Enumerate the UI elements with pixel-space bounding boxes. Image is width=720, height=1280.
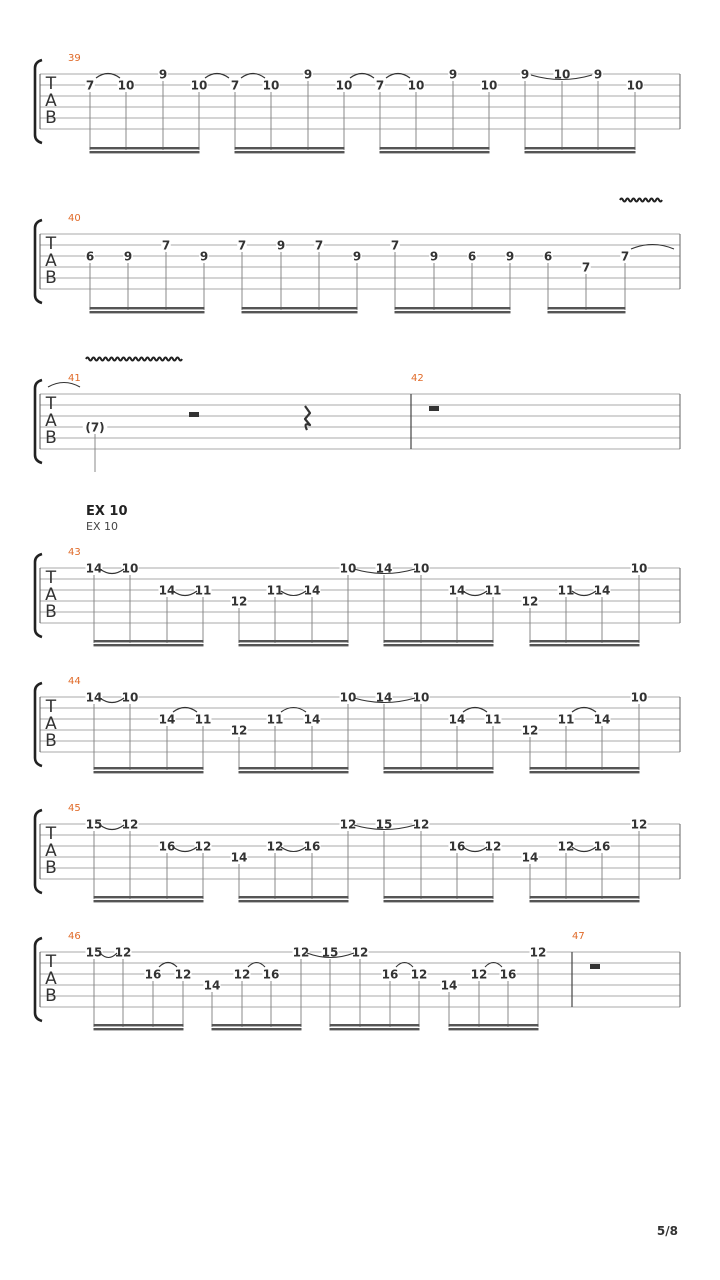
- tab-clef-b: B: [45, 108, 57, 128]
- beam: [90, 307, 205, 309]
- system-bracket: [35, 683, 42, 766]
- beam: [530, 640, 640, 642]
- fret-number: 12: [292, 945, 310, 960]
- fret-number: 12: [194, 839, 212, 854]
- tab-clef-t: T: [45, 394, 57, 414]
- fret-number: 14: [158, 712, 176, 727]
- tab-clef-t: T: [45, 74, 57, 94]
- beam: [90, 147, 200, 149]
- tab-system-2: [35, 199, 680, 314]
- fret-number: 12: [521, 723, 539, 738]
- beam: [94, 896, 204, 898]
- fret-number: 7: [85, 78, 95, 93]
- fret-number: 16: [303, 839, 321, 854]
- tab-clef-a: A: [45, 251, 57, 271]
- system-bracket: [35, 380, 42, 463]
- whole-rest: [590, 964, 600, 969]
- tie-slur: [100, 569, 124, 574]
- system-bracket: [35, 220, 42, 303]
- tab-system-1: [35, 53, 680, 153]
- fret-number: 10: [626, 78, 644, 93]
- fret-number: 7: [161, 238, 171, 253]
- fret-number: 9: [505, 249, 515, 264]
- measure-number: 39: [68, 53, 81, 64]
- fret-number: 10: [630, 561, 648, 576]
- fret-number: 14: [375, 561, 393, 576]
- fret-number: 11: [484, 583, 502, 598]
- beam: [94, 767, 204, 769]
- tab-system-4: [35, 547, 680, 646]
- fret-number: 6: [543, 249, 553, 264]
- fret-number: 10: [407, 78, 425, 93]
- fret-number: 12: [174, 967, 192, 982]
- measure-number: 40: [68, 213, 81, 224]
- beam: [548, 307, 626, 309]
- beam: [384, 640, 494, 642]
- beam-secondary: [548, 311, 626, 313]
- fret-number: 14: [593, 712, 611, 727]
- fret-number: 9: [429, 249, 439, 264]
- fret-number: 14: [85, 561, 103, 576]
- fret-number: 9: [123, 249, 133, 264]
- fret-number: 9: [448, 67, 458, 82]
- fret-number: 10: [339, 561, 357, 576]
- beam: [239, 640, 349, 642]
- fret-number: 12: [412, 817, 430, 832]
- beam-secondary: [384, 900, 494, 902]
- fret-number: 12: [233, 967, 251, 982]
- whole-rest: [429, 406, 439, 411]
- beam-secondary: [380, 151, 490, 153]
- tab-clef-b: B: [45, 858, 57, 878]
- fret-number: 6: [85, 249, 95, 264]
- tie-slur: [463, 591, 487, 596]
- fret-number: 16: [593, 839, 611, 854]
- system-bracket: [35, 938, 42, 1021]
- beam-secondary: [90, 151, 200, 153]
- beam: [330, 1024, 420, 1026]
- section-subtitle: EX 10: [86, 520, 118, 533]
- fret-number: 10: [121, 561, 139, 576]
- fret-number: 7: [375, 78, 385, 93]
- beam-secondary: [384, 644, 494, 646]
- measure-number: 47: [572, 931, 585, 942]
- fret-number: 9: [352, 249, 362, 264]
- beam-secondary: [395, 311, 511, 313]
- tab-clef-b: B: [45, 731, 57, 751]
- beam-secondary: [239, 644, 349, 646]
- fret-number: 16: [144, 967, 162, 982]
- system-bracket: [35, 60, 42, 143]
- beam: [395, 307, 511, 309]
- measure-number: 46: [68, 931, 81, 942]
- beam-secondary: [90, 311, 205, 313]
- fret-number: 10: [262, 78, 280, 93]
- tab-clef-a: A: [45, 585, 57, 605]
- fret-number: 11: [557, 583, 575, 598]
- beam-secondary: [530, 771, 640, 773]
- beam-secondary: [94, 771, 204, 773]
- tab-clef-b: B: [45, 602, 57, 622]
- tab-clef-a: A: [45, 714, 57, 734]
- tab-clef-t: T: [45, 568, 57, 588]
- fret-number: 12: [470, 967, 488, 982]
- fret-number: 14: [375, 690, 393, 705]
- fret-number: 11: [194, 583, 212, 598]
- fret-number: 15: [321, 945, 339, 960]
- fret-number: 9: [199, 249, 209, 264]
- fret-number: 11: [557, 712, 575, 727]
- fret-number: 10: [480, 78, 498, 93]
- tab-system-3: [35, 358, 680, 473]
- beam-secondary: [449, 1028, 539, 1030]
- fret-number: 10: [553, 67, 571, 82]
- vibrato-line: [620, 199, 662, 202]
- fret-number: 12: [484, 839, 502, 854]
- fret-number: 7: [620, 249, 630, 264]
- fret-number: 12: [529, 945, 547, 960]
- beam: [242, 307, 358, 309]
- fret-number: 15: [375, 817, 393, 832]
- beam: [384, 896, 494, 898]
- fret-number: 12: [339, 817, 357, 832]
- beam-secondary: [239, 900, 349, 902]
- beam: [239, 896, 349, 898]
- quarter-rest: [305, 406, 310, 430]
- tie-slur: [572, 847, 596, 852]
- beam-secondary: [330, 1028, 420, 1030]
- beam: [449, 1024, 539, 1026]
- tab-clef-a: A: [45, 91, 57, 111]
- fret-number: 9: [158, 67, 168, 82]
- beam: [525, 147, 636, 149]
- system-bracket: [35, 810, 42, 893]
- tab-clef-b: B: [45, 268, 57, 288]
- beam: [212, 1024, 302, 1026]
- tie-slur: [463, 847, 487, 852]
- beam-secondary: [94, 900, 204, 902]
- fret-number: 14: [203, 978, 221, 993]
- fret-number: 12: [230, 594, 248, 609]
- fret-number: 11: [194, 712, 212, 727]
- tab-clef-t: T: [45, 234, 57, 254]
- page-number: 5/8: [656, 1224, 678, 1238]
- fret-number: 14: [303, 583, 321, 598]
- fret-number: 14: [448, 712, 466, 727]
- fret-number: 14: [85, 690, 103, 705]
- tie-slur: [100, 698, 124, 703]
- tab-system-7: [35, 931, 680, 1030]
- half-rest: [189, 412, 199, 417]
- fret-number: 7: [314, 238, 324, 253]
- fret-number: 12: [266, 839, 284, 854]
- fret-number: 9: [593, 67, 603, 82]
- fret-number: 15: [85, 817, 103, 832]
- fret-number: 10: [630, 690, 648, 705]
- tab-clef-a: A: [45, 841, 57, 861]
- tab-system-6: [35, 803, 680, 902]
- fret-number: 14: [303, 712, 321, 727]
- fret-number: 12: [121, 817, 139, 832]
- fret-number: 10: [190, 78, 208, 93]
- fret-number: 12: [557, 839, 575, 854]
- beam-secondary: [212, 1028, 302, 1030]
- beam: [384, 767, 494, 769]
- fret-number: 12: [351, 945, 369, 960]
- fret-number: 12: [410, 967, 428, 982]
- fret-number: 14: [440, 978, 458, 993]
- fret-number: 14: [448, 583, 466, 598]
- measure-number: 42: [411, 373, 424, 384]
- fret-number: 10: [121, 690, 139, 705]
- fret-number: 12: [114, 945, 132, 960]
- fret-number: 16: [381, 967, 399, 982]
- beam: [94, 640, 204, 642]
- fret-number: 7: [237, 238, 247, 253]
- fret-number: 10: [412, 561, 430, 576]
- fret-number: 14: [593, 583, 611, 598]
- beam: [380, 147, 490, 149]
- beam-secondary: [530, 644, 640, 646]
- beam: [530, 767, 640, 769]
- tab-clef-a: A: [45, 969, 57, 989]
- fret-number: 14: [521, 850, 539, 865]
- tie-slur: [281, 847, 306, 852]
- vibrato-line: [86, 358, 182, 361]
- tie-slur: [100, 825, 124, 830]
- fret-number: 16: [448, 839, 466, 854]
- fret-number: 10: [339, 690, 357, 705]
- beam-secondary: [530, 900, 640, 902]
- fret-number: (7): [85, 420, 105, 435]
- tab-clef-b: B: [45, 428, 57, 448]
- fret-number: 11: [484, 712, 502, 727]
- tab-clef-b: B: [45, 986, 57, 1006]
- tie-slur: [173, 591, 197, 596]
- fret-number: 14: [230, 850, 248, 865]
- fret-number: 12: [230, 723, 248, 738]
- beam-secondary: [94, 644, 204, 646]
- tab-clef-t: T: [45, 697, 57, 717]
- fret-number: 15: [85, 945, 103, 960]
- beam-secondary: [235, 151, 345, 153]
- fret-number: 7: [390, 238, 400, 253]
- fret-number: 16: [158, 839, 176, 854]
- fret-number: 10: [412, 690, 430, 705]
- fret-number: 7: [230, 78, 240, 93]
- fret-number: 12: [630, 817, 648, 832]
- beam-secondary: [239, 771, 349, 773]
- fret-number: 11: [266, 583, 284, 598]
- fret-number: 10: [117, 78, 135, 93]
- tie-slur: [572, 591, 596, 596]
- fret-number: 7: [581, 260, 591, 275]
- beam: [239, 767, 349, 769]
- fret-number: 9: [276, 238, 286, 253]
- beam-secondary: [384, 771, 494, 773]
- measure-number: 45: [68, 803, 81, 814]
- section-title: EX 10: [86, 504, 128, 519]
- tab-clef-t: T: [45, 824, 57, 844]
- fret-number: 9: [303, 67, 313, 82]
- fret-number: 12: [521, 594, 539, 609]
- fret-number: 14: [158, 583, 176, 598]
- fret-number: 9: [520, 67, 530, 82]
- tie-slur: [173, 847, 197, 852]
- fret-number: 16: [499, 967, 517, 982]
- fret-number: 6: [467, 249, 477, 264]
- tie-slur: [281, 591, 306, 596]
- fret-number: 16: [262, 967, 280, 982]
- measure-number: 43: [68, 547, 81, 558]
- measure-number: 41: [68, 373, 81, 384]
- measure-number: 44: [68, 676, 81, 687]
- fret-number: 11: [266, 712, 284, 727]
- tab-clef-a: A: [45, 411, 57, 431]
- beam: [530, 896, 640, 898]
- beam-secondary: [242, 311, 358, 313]
- system-bracket: [35, 554, 42, 637]
- tab-system-5: [35, 676, 680, 773]
- beam-secondary: [525, 151, 636, 153]
- tab-clef-t: T: [45, 952, 57, 972]
- fret-number: 10: [335, 78, 353, 93]
- beam: [235, 147, 345, 149]
- beam: [94, 1024, 184, 1026]
- beam-secondary: [94, 1028, 184, 1030]
